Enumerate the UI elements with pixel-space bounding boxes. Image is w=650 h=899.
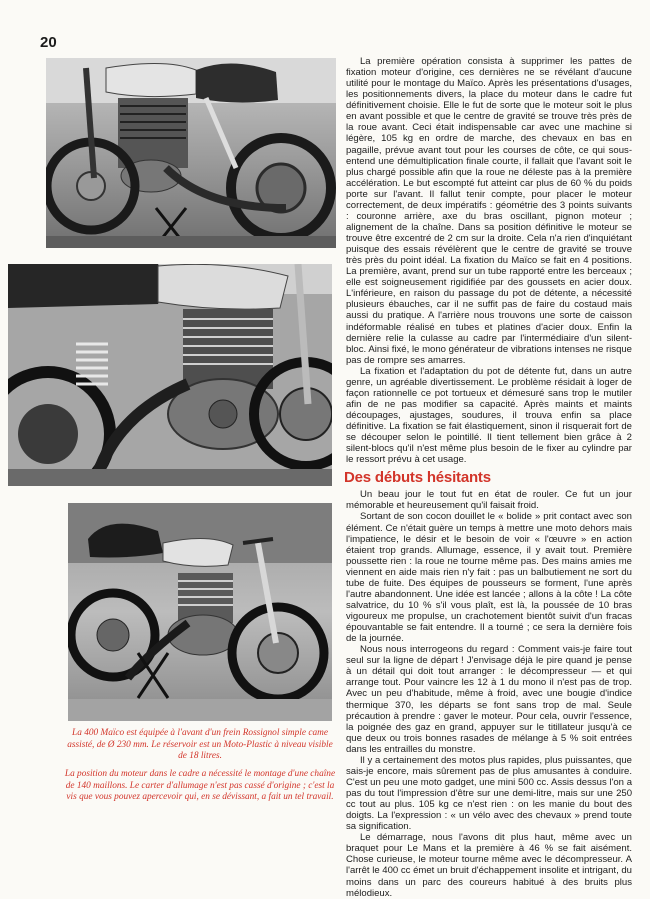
photo-front-brake (46, 58, 336, 248)
photo-caption-engine-position: La position du moteur dans le cadre a nécessité le montage d'une chaîne de 140 maillons. Le carter d'allumage n'est pas cassé d'origine ; c'est la vis que vous pouvez apercevoir qui, en se dévissant, a fait un tel travail. (64, 769, 336, 803)
article-paragraph: Nous nous interrogeons du regard : Comment vais-je faire tout seul sur la ligne de départ ! J'envisage déjà le pire quand je pense à un détail qui doit tout arranger : le décompresseur — et qui arrange tout. Pour vaincre les 12 à 1 du mono il n'est pas de trop. Avec un peu d'habitude, même à froid, avec une bougie d'indice thermique 370, les départs se font sans trop de mal. Seule précaution à prendre : gaver le moteur. Pour cela, ouvrir l'essence, la poignée des gaz en grand, appuyer sur le titillateur jusqu'à ce que deux ou trois bonnes rasades de mélange à 5 % soit entrées dans les entrailles du monstre. (346, 644, 632, 755)
article-paragraph: Sortant de son cocon douillet le « bolide » prit contact avec son élément. Ce n'était guère un temps à mettre une moto dehors mais l'impatience, le désir et le besoin de voir « l'œuvre » en action étaient trop grands. Allumage, essence, il y avait tout. Première poussette rien : la roue ne tourne même pas. Des mains amies me viennent en aide mais rien n'y fait : pas un balbutiement ne sort du tube de fuite. Des équipes de pousseurs se forment, l'une après l'autre abandonnent. Une idée est lancée ; allons à la côte ! La côte salvatrice, du 10 % s'il vous plaît, est là, la poussée de 10 bras vigoureux me propulse, un crachotement bientôt suivit d'un fracas épouvantable se fait entendre. Il a tourné ; ce sera la dernière fois de la journée. (346, 511, 632, 645)
photo-full-side-view (68, 503, 332, 721)
photo-caption-front-brake: La 400 Maïco est équipée à l'avant d'un frein Rossignol simple came assisté, de Ø 230 mm. Le réservoir est un Moto-Plastic à niveau visible de 18 litres. (67, 728, 333, 762)
article-paragraph: Le démarrage, nous l'avons dit plus haut, même avec un braquet pour Le Mans et la première à 46 % se fait aisément. Chose curieuse, le moteur tourne même avec le décompresseur. A l'arrêt le 400 cc émet un bruit d'échappement insolite et intrigant, du moins dans un parc des coureurs habitué à des bruits plus mélodieux. (346, 832, 632, 899)
article-paragraph: Il y a certainement des motos plus rapides, plus puissantes, que sais-je encore, mais sûrement pas de plus amusantes à conduire. C'est un peu une moto gadget, une mini 500 cc. Assis dessus l'on a pas du tout l'impression d'être sur une demi-litre, mais sur une 250 cc tout au plus. 105 kg ce n'est rien : on les manie du bout des doigts. La l'expression : « un vélo avec des chevaux » prend toute sa signification. (346, 754, 632, 833)
photo-engine-closeup (8, 264, 332, 486)
page-number: 20 (40, 34, 57, 51)
section-heading: Des débuts hésitants (344, 469, 491, 487)
article-paragraph: La fixation et l'adaptation du pot de détente fut, dans un autre genre, un agréable divertissement. Le problème résidait à loger de façon rationnelle ce pot tortueux et démesuré sans trop le mutiler afin de ne pas modifier sa capacité. Après maints et maints découpages, ajustages, soudures, il trouva enfin sa place définitive. La fixation se fait élastiquement, sinon il risquerait fort de se découper selon le pointillé. Il tient tellement bien grâce à 2 silent-blocs qu'il n'est même plus besoin de le fixer au cylindre par le ressort prévu à cet usage. (346, 365, 632, 466)
article-paragraph: La première opération consista à supprimer les pattes de fixation moteur d'origine, ces dernières ne se révélant d'aucune utilité pour le montage du Maïco. Après les présentations d'usages, les positionnements divers, la place du moteur dans le cadre fut définitivement choisie. Elle le fut de sorte que le moteur soit le plus en avant possible et que le centre de gravité se trouve très près de la roue avant. Ceci était indispensable car avec une machine si légère, 105 kg en ordre de marche, des chevaux en bas en pagaille, prévue avant tout pour les courses de côte, ce qui sous-entend une démultiplication finale courte, il fallait que l'avant soit le plus chargé possible afin que la roue ne déleste pas à la première accélération. Le but escompté fut atteint car plus de 60 % du poids porte sur l'avant. Il fallut tenir compte, pour placer le moteur correctement, de deux impératifs : géométrie des 3 points suivants : couronne arrière, axe du bras oscillant, pignon moteur ; alignement de la chaîne. Dans sa position définitive le moteur se trouve être excentré de 2 cm sur la droite. Cela n'a rien d'inquiétant puisque des essais révélèrent que le centre de gravité se trouve très près du point idéal. La fixation du Maïco se fait en 4 positions. La première, avant, prend sur un tube rapporté entre les berceaux ; elle est soigneusement rigidifiée par des goussets en acier doux. L'inférieure, en raison du passage du pot de détente, a nécessité plusieurs ébauches, car il ne suffit pas de faire du costaud mais aussi du pratique. A l'arrière nous trouvons une sorte de caisson indéformable réalisé en tubes et platines d'acier doux. Enfin la dernière relie la culasse au cadre par l'intermédiaire d'un silent-bloc. Ainsi fixé, le mono générateur de vibrations intenses ne risque pas de rompre ses amarres. (346, 56, 632, 366)
article-paragraph: Un beau jour le tout fut en état de rouler. Ce fut un jour mémorable et heureusement qu'il faisait froid. (346, 489, 632, 512)
article-body (346, 56, 632, 899)
